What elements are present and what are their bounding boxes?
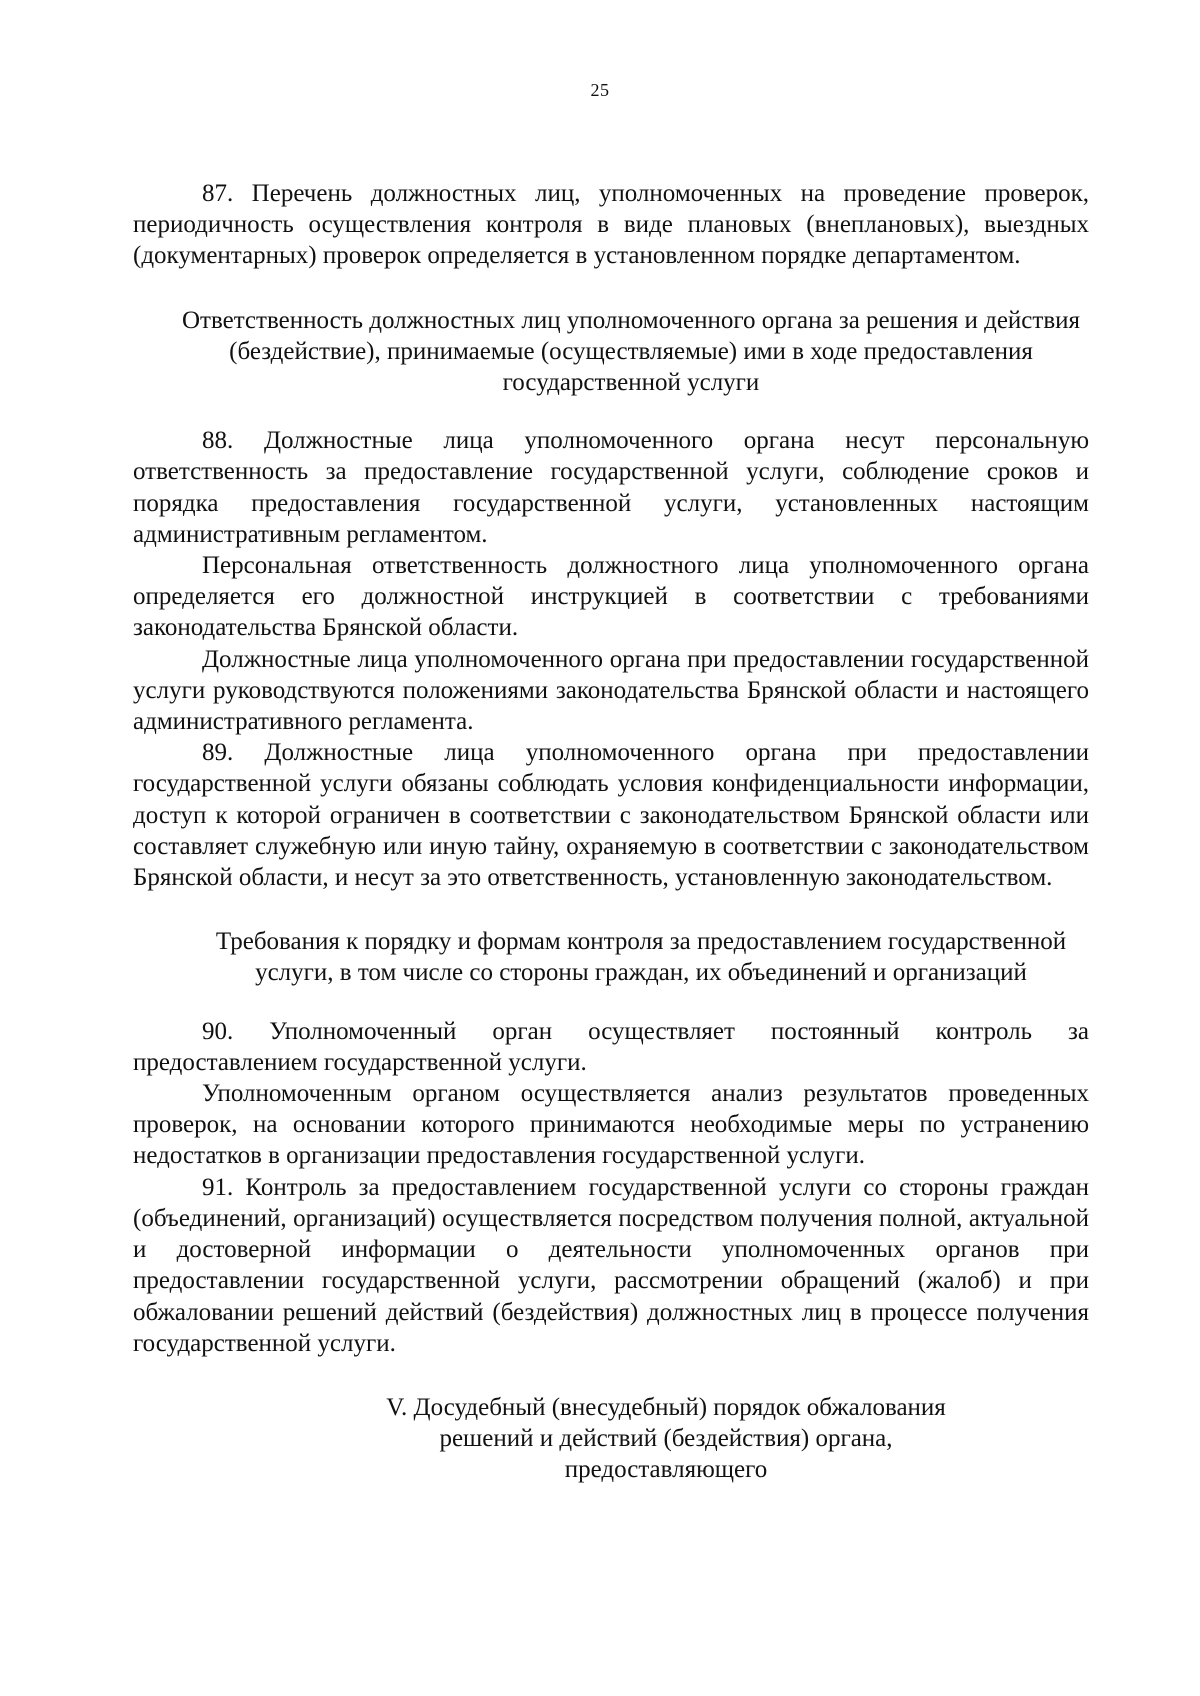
heading-control-requirements: Требования к порядку и формам контроля за предоставлением государственной услуги, в том числе со стороны граждан, их объединений и организаций (215, 928, 1067, 987)
heading-section-5: V. Досудебный (внесудебный) порядок обжалования решений и действий (бездействия) органа, предоставляющего (386, 1393, 946, 1484)
document-body (133, 178, 1089, 1486)
paragraph-90-analysis: Уполномоченным органом осуществляется анализ результатов проведенных проверок, на основании которого принимаются необходимые меры по устранению недостатков в организации предоставления государственной услуги. (133, 1080, 1089, 1170)
paragraph-89: 89. Должностные лица уполномоченного органа при предоставлении государственной услуги обязаны соблюдать условия конфиденциальности информации, доступ к которой ограничен в соответствии с законодательством Брянской области или составляет служебную или иную тайну, охраняемую в соответствии с законодательством Брянской области, и несут за это ответственность, установленную законодательством. (133, 739, 1089, 892)
paragraph-91: 91. Контроль за предоставлением государственной услуги со стороны граждан (объединений, организаций) осуществляется посредством получения полной, актуальной и достоверной информации о деятельности уполномоченных органов при предоставлении государственной услуги, рассмотрении обращений (жалоб) и при обжаловании решений действий (бездействия) должностных лиц в процессе получения государственной услуги. (133, 1173, 1089, 1357)
paragraph-88: 88. Должностные лица уполномоченного органа несут персональную ответственность за предоставление государственной услуги, соблюдение сроков и порядка предоставления государственной услуги, установленных настоящим административным регламентом. (133, 427, 1089, 548)
page-number: 25 (590, 80, 610, 100)
heading-responsibility: Ответственность должностных лиц уполномоченного органа за решения и действия (бездействие), принимаемые (осуществляемые) ими в ходе предоставления государственной услуги (181, 306, 1081, 397)
paragraph-88-guided-by: Должностные лица уполномоченного органа при предоставлении государственной услуги руководствуются положениями законодательства Брянской области и настоящего административного регламента. (133, 645, 1089, 736)
paragraph-87: 87. Перечень должностных лиц, уполномоченных на проведение проверок, периодичность осуществления контроля в виде плановых (внеплановых), выездных (документарных) проверок определяется в установленном порядке департаментом. (133, 180, 1089, 270)
paragraph-90: 90. Уполномоченный орган осуществляет постоянный контроль за предоставлением государственной услуги. (133, 1017, 1089, 1076)
paragraph-88-personal-responsibility: Персональная ответственность должностного лица уполномоченного органа определяется его должностной инструкцией в соответствии с требованиями законодательства Брянской области. (133, 552, 1089, 642)
